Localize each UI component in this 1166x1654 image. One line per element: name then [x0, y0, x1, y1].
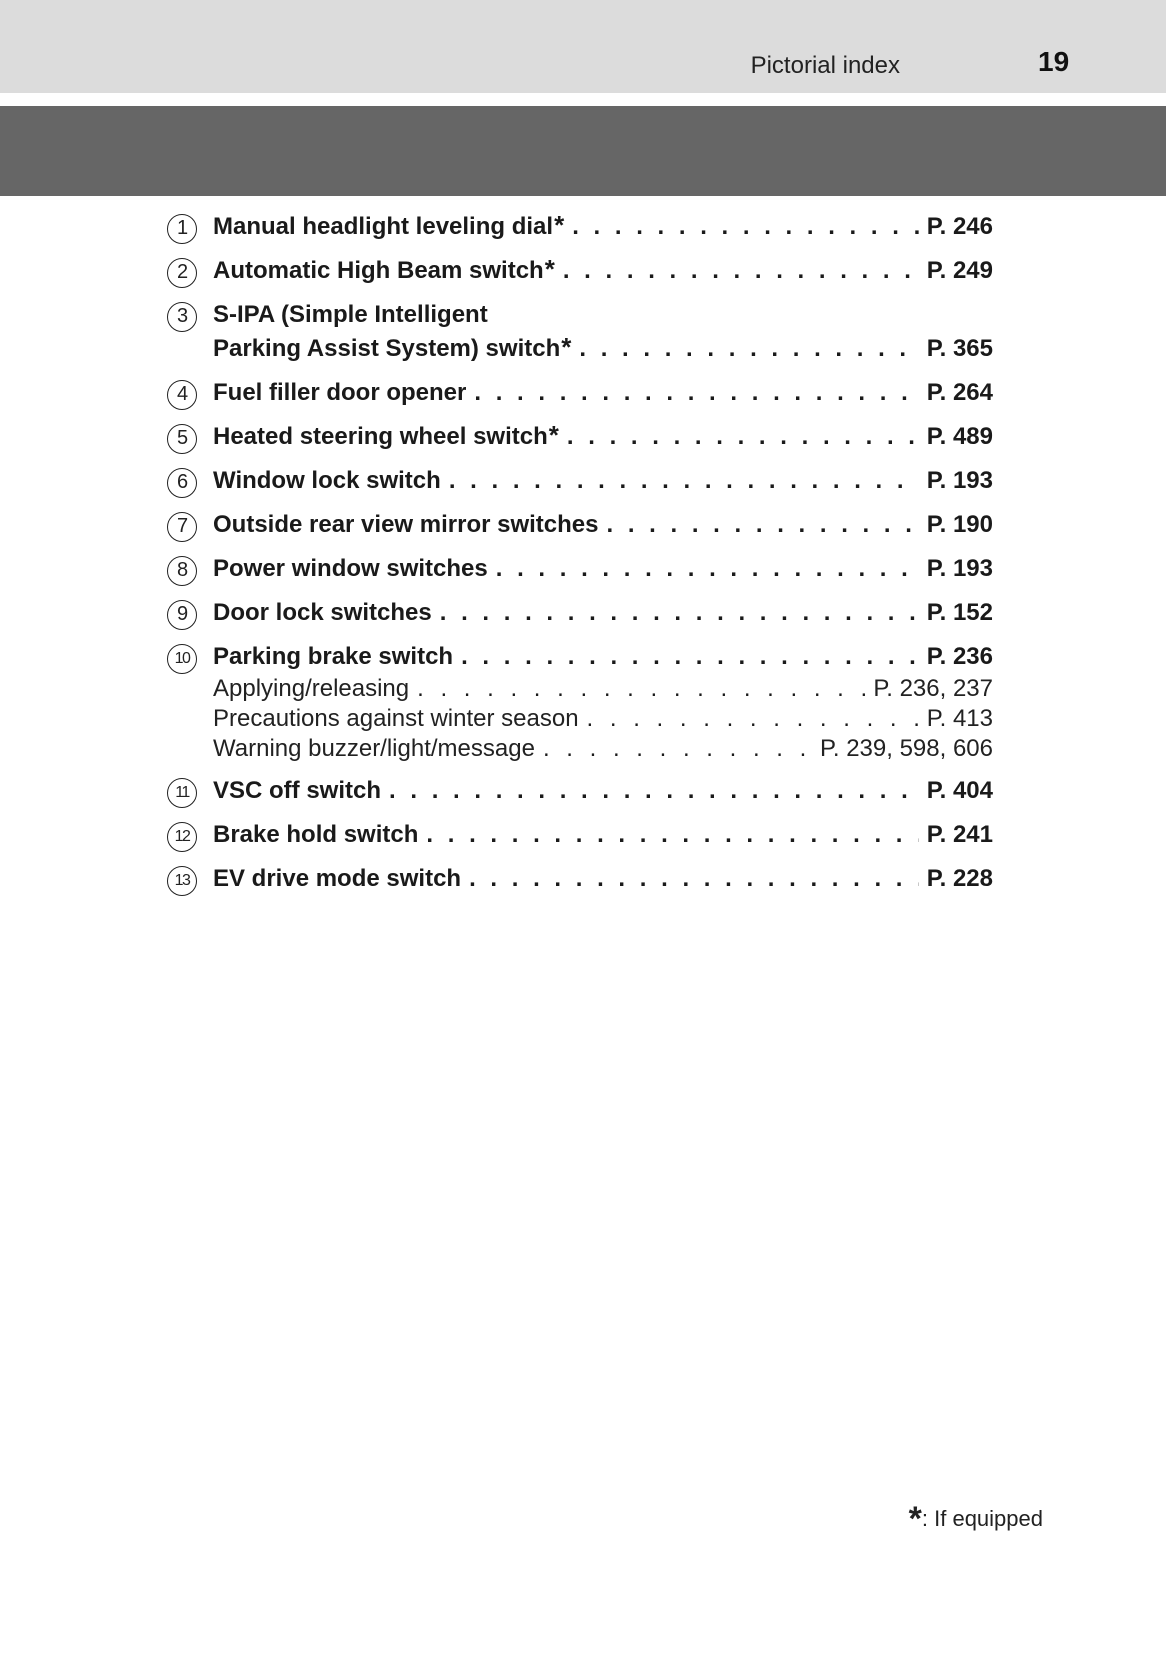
sub-entry [213, 674, 993, 704]
index-entry-6 [167, 464, 993, 498]
index-entry-5: 5 Heated steering wheel switch * . . . P. 489 [167, 420, 993, 454]
index-entry-7 [167, 508, 993, 542]
page-reference[interactable]: P. 413 [926, 705, 993, 732]
page-reference[interactable]: P. 365 [926, 335, 993, 362]
dot-leader [543, 734, 812, 764]
index-entry-1: 1 Manual headlight leveling dial * . . . P. 246 [167, 210, 993, 244]
entry-label: Automatic High Beam switch [213, 257, 544, 284]
title-bar [0, 106, 1166, 196]
page-reference[interactable]: P. 249 [926, 257, 993, 284]
index-entry-11 [167, 774, 993, 808]
footnote [909, 1500, 1043, 1539]
circled-number-3: 3 [167, 302, 197, 332]
page-reference[interactable]: P. 190 [926, 511, 993, 538]
page-reference[interactable]: P. 246 [926, 213, 993, 240]
entry-label: Window lock switch [213, 467, 441, 494]
page-reference[interactable]: P. 264 [926, 379, 993, 406]
entry-label: Brake hold switch [213, 821, 419, 848]
index-entry-4 [167, 376, 993, 410]
entry-label: Fuel filler door opener [213, 379, 467, 406]
sub-entry-label: Precautions against winter season [213, 705, 579, 732]
dot-leader [563, 254, 919, 288]
page-reference[interactable]: P. 241 [926, 821, 993, 848]
footnote-asterisk: * [908, 1500, 922, 1538]
dot-leader [426, 818, 918, 852]
index-entry-8 [167, 552, 993, 586]
circled-number-12: 12 [167, 822, 197, 852]
section-title: Pictorial index [750, 52, 900, 79]
sub-entry-label: Applying/releasing [213, 675, 410, 702]
sub-entry [213, 734, 993, 764]
dot-leader [469, 862, 919, 896]
circled-number-7: 7 [167, 512, 197, 542]
dot-leader [461, 640, 919, 674]
page-reference[interactable]: P. 236, 237 [873, 675, 993, 702]
footnote-text: : If equipped [921, 1506, 1043, 1531]
page-number: 19 [1038, 46, 1070, 77]
entry-label: Manual headlight leveling dial [213, 213, 554, 240]
index-entry-13 [167, 862, 993, 896]
dot-leader [496, 552, 919, 586]
entry-label: VSC off switch [213, 777, 382, 804]
dot-leader [417, 674, 865, 704]
circled-number-11: 11 [167, 778, 197, 808]
dot-leader [587, 704, 919, 734]
dot-leader [440, 596, 919, 630]
circled-number-6: 6 [167, 468, 197, 498]
entry-label: Parking brake switch [213, 643, 454, 670]
dot-leader [389, 774, 919, 808]
sub-entry-label: Warning buzzer/light/message [213, 735, 535, 762]
entry-label: Power window switches [213, 555, 488, 582]
dot-leader [474, 376, 918, 410]
page-reference[interactable]: P. 193 [926, 467, 993, 494]
sub-entry [213, 704, 993, 734]
index-entry-12 [167, 818, 993, 852]
dot-leader [579, 332, 918, 366]
page-reference[interactable]: P. 193 [926, 555, 993, 582]
index-entry-2: 2 Automatic High Beam switch * . . . P. 249 [167, 254, 993, 288]
index-entry-10 [167, 640, 993, 764]
circled-number-10: 10 [167, 644, 197, 674]
entry-label: Heated steering wheel switch [213, 423, 548, 450]
circled-number-2: 2 [167, 258, 197, 288]
index-entry-3: 3 S-IPA (Simple Intelligent Parking Assist System) switch * . . . P. 365 [167, 298, 993, 366]
pictorial-index-list [167, 210, 993, 906]
circled-number-1: 1 [167, 214, 197, 244]
dot-leader [449, 464, 919, 498]
dot-leader [607, 508, 919, 542]
entry-label: Outside rear view mirror switches [213, 511, 599, 538]
page-reference[interactable]: P. 489 [926, 423, 993, 450]
index-entry-9 [167, 596, 993, 630]
circled-number-13: 13 [167, 866, 197, 896]
page-reference[interactable]: P. 404 [926, 777, 993, 804]
entry-label: Door lock switches [213, 599, 432, 626]
page-reference[interactable]: P. 228 [926, 865, 993, 892]
entry-label-line1: S-IPA (Simple Intelligent [213, 301, 488, 328]
sub-entry-list [213, 674, 993, 764]
circled-number-8: 8 [167, 556, 197, 586]
entry-label: EV drive mode switch [213, 865, 462, 892]
dot-leader [572, 210, 919, 244]
entry-label: Parking Assist System) switch [213, 335, 561, 362]
circled-number-4: 4 [167, 380, 197, 410]
header-band [0, 0, 1166, 93]
circled-number-5: 5 [167, 424, 197, 454]
page-reference[interactable]: P. 239, 598, 606 [819, 735, 993, 762]
page-reference[interactable]: P. 152 [926, 599, 993, 626]
circled-number-9: 9 [167, 600, 197, 630]
dot-leader [567, 420, 919, 454]
page-reference[interactable]: P. 236 [926, 643, 993, 670]
